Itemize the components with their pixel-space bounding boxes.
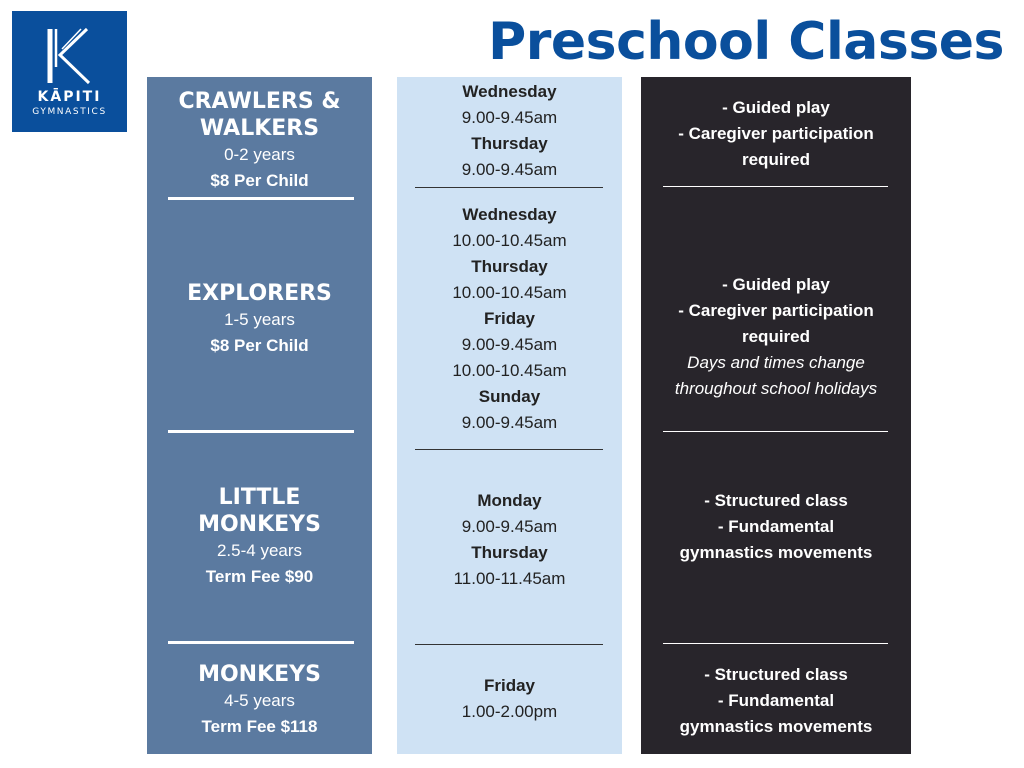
description-line: required: [741, 327, 811, 346]
k-monogram-icon: [47, 27, 93, 85]
description-line: - Fundamental: [717, 691, 835, 710]
schedule-time: 11.00-11.45am: [453, 569, 566, 588]
schedule-time: 1.00-2.00pm: [461, 702, 558, 721]
schedule-time: 9.00-9.45am: [461, 108, 558, 127]
class-column: [147, 77, 372, 754]
description-line: - Guided play: [722, 98, 830, 117]
description-line: - Fundamental: [717, 517, 835, 536]
class-fee: Term Fee $90: [205, 567, 314, 586]
description-line: - Guided play: [722, 275, 830, 294]
schedule-time: 9.00-9.45am: [461, 413, 558, 432]
class-divider: [168, 641, 354, 644]
class-divider: [168, 430, 354, 433]
class-divider: [168, 197, 354, 200]
description-cell: [641, 95, 911, 173]
kapiti-logo: [12, 11, 127, 132]
logo-brand-text: KĀPITI: [37, 89, 102, 105]
class-fee: Term Fee $118: [201, 716, 318, 736]
class-age: 4-5 years: [224, 690, 295, 710]
schedule-day: Sunday: [478, 387, 541, 406]
schedule-cell: [397, 673, 622, 725]
class-cell: [147, 659, 372, 741]
schedule-day: Thursday: [471, 543, 548, 562]
class-age: 1-5 years: [224, 310, 295, 329]
class-name: MONKEYS: [198, 661, 321, 687]
schedule-divider: [415, 187, 603, 188]
class-cell: [147, 277, 372, 362]
description-cell: [641, 488, 911, 566]
schedule-time: 10.00-10.45am: [452, 283, 567, 302]
class-name: MONKEYS: [198, 512, 321, 537]
schedule-time: 9.00-9.45am: [461, 160, 558, 179]
schedule-day: Wednesday: [462, 205, 557, 224]
class-fee: $8 Per Child: [210, 336, 309, 355]
logo-sub-text: GYMNASTICS: [32, 107, 107, 117]
schedule-day: Thursday: [471, 134, 548, 153]
schedule-column: [397, 77, 622, 754]
description-line: required: [741, 150, 811, 169]
schedule-cell: [397, 488, 622, 592]
description-column: [641, 77, 911, 754]
description-divider: [663, 431, 888, 432]
class-name: WALKERS: [199, 116, 320, 141]
description-cell: [641, 272, 911, 402]
class-name: EXPLORERS: [187, 281, 332, 306]
schedule-cell: [397, 77, 622, 185]
schedule-time: 10.00-10.45am: [452, 231, 567, 250]
schedule-day: Thursday: [471, 257, 548, 276]
description-line: - Caregiver participation: [678, 301, 874, 320]
page-title: Preschool Classes: [488, 12, 1004, 72]
description-line: - Structured class: [704, 491, 848, 510]
description-cell: [641, 662, 911, 740]
class-fee: $8 Per Child: [210, 171, 309, 190]
schedule-day: Wednesday: [462, 82, 557, 101]
schedule-time: 9.00-9.45am: [461, 517, 558, 536]
class-name: LITTLE: [218, 485, 301, 510]
schedule-time: 9.00-9.45am: [461, 335, 558, 354]
class-name: CRAWLERS &: [178, 89, 341, 114]
schedule-divider: [415, 449, 603, 450]
class-cell: [147, 86, 372, 196]
description-line: gymnastics movements: [679, 543, 873, 562]
schedule-time: 10.00-10.45am: [452, 361, 567, 380]
schedule-day: Friday: [483, 309, 536, 328]
class-age: 2.5-4 years: [216, 541, 303, 560]
description-line: gymnastics movements: [679, 717, 873, 736]
description-line: - Structured class: [704, 665, 848, 684]
description-divider: [663, 186, 888, 187]
schedule-divider: [415, 644, 603, 645]
description-divider: [663, 643, 888, 644]
schedule-cell: [397, 201, 622, 437]
schedule-day: Monday: [477, 491, 542, 510]
holiday-note: throughout school holidays: [674, 379, 878, 398]
description-line: - Caregiver participation: [678, 124, 874, 143]
schedule-day: Friday: [483, 676, 536, 695]
class-cell: [147, 482, 372, 592]
holiday-note: Days and times change: [687, 353, 865, 372]
class-age: 0-2 years: [224, 145, 295, 164]
